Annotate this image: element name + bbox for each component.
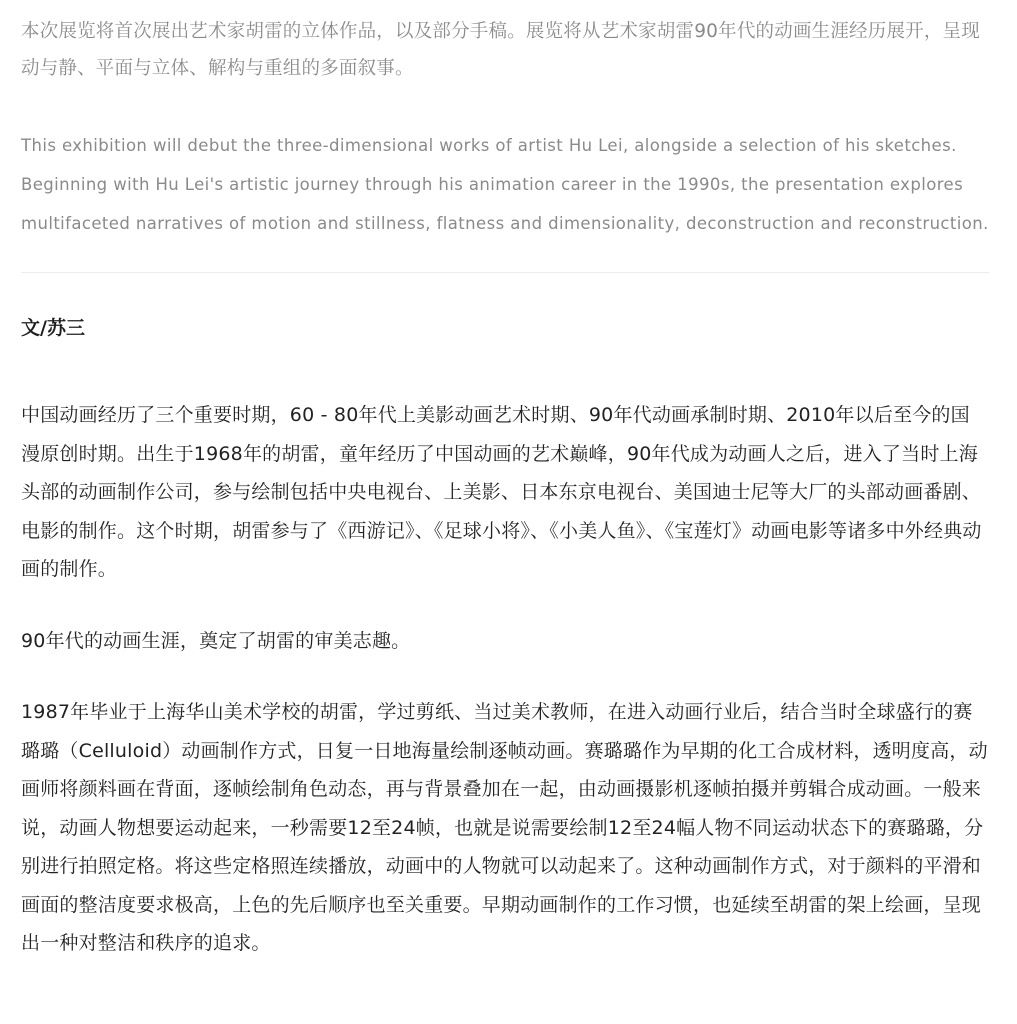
author-byline: 文/苏三 xyxy=(21,317,85,339)
intro-english-text: This exhibition will debut the three-dimensional works of artist Hu Lei, alongside a selection of his sketches. Beginning with Hu Lei's artistic journey through his animation career in the 1990s, the presentation explores multifaceted narratives of motion and stillness, flatness and dimensionality, deconstruction and reconstruction. xyxy=(21,136,989,233)
body-paragraph: 1987年毕业于上海华山美术学校的胡雷，学过剪纸、当过美术教师，在进入动画行业后，结合当时全球盛行的赛璐璐（Celluloid）动画制作方式，日复一日地海量绘制逐帧动画。赛璐璐作为早期的化工合成材料，透明度高，动画师将颜料画在背面，逐帧绘制角色动态，再与背景叠加在一起，由动画摄影机逐帧拍摄并剪辑合成动画。一般来说，动画人物想要运动起来，一秒需要12至24帧，也就是说需要绘制12至24幅人物不同运动状态下的赛璐璐，分别进行拍照定格。将这些定格照连续播放，动画中的人物就可以动起来了。这种动画制作方式，对于颜料的平滑和画面的整洁度要求极高，上色的先后顺序也至关重要。早期动画制作的工作习惯，也延续至胡雷的架上绘画，呈现出一种对整洁和秩序的追求。 xyxy=(21,701,988,954)
intro-chinese-text: 本次展览将首次展出艺术家胡雷的立体作品，以及部分手稿。展览将从艺术家胡雷90年代的动画生涯经历展开，呈现动与静、平面与立体、解构与重组的多面叙事。 xyxy=(21,21,980,79)
body-paragraph: 90年代的动画生涯，奠定了胡雷的审美志趣。 xyxy=(21,629,411,652)
body-paragraph: 中国动画经历了三个重要时期，60 - 80年代上美影动画艺术时期、90年代动画承制时期、2010年以后至今的国漫原创时期。出生于1968年的胡雷，童年经历了中国动画的艺术巅峰，90年代成为动画人之后，进入了当时上海头部的动画制作公司，参与绘制包括中央电视台、上美影、日本东京电视台、美国迪士尼等大厂的头部动画番剧、电影的制作。这个时期，胡雷参与了《西游记》、《足球小将》、《小美人鱼》、《宝莲灯》动画电影等诸多中外经典动画的制作。 xyxy=(21,404,982,580)
article xyxy=(21,0,989,963)
section-divider xyxy=(21,272,989,273)
